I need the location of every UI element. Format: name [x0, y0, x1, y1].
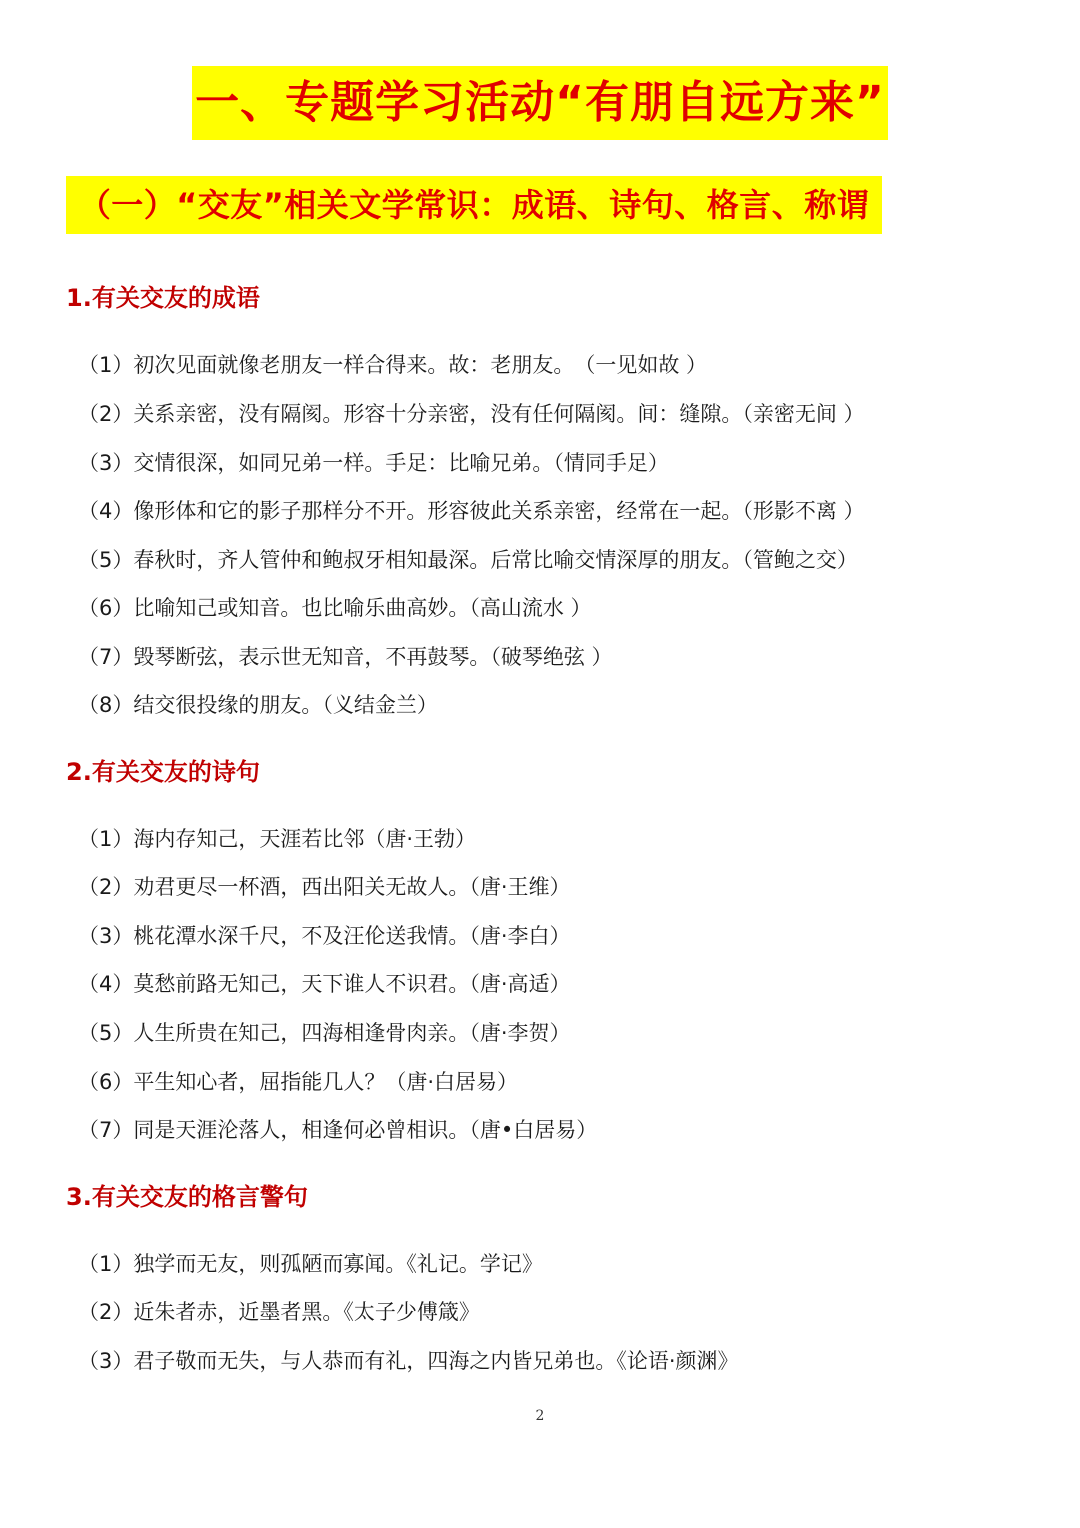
list-item: （4）像形体和它的影子那样分不开。形容彼此关系亲密，经常在一起。（形影不离 ） [78, 499, 865, 523]
main-title: 一、专题学习活动“有朋自远方来” [192, 66, 888, 140]
list-item: （3）交情很深，如同兄弟一样。手足：比喻兄弟。（情同手足） [78, 451, 669, 475]
list-item: （6）平生知心者，屈指能几人？（唐·白居易） [78, 1070, 519, 1094]
list-item: （1）初次见面就像老朋友一样合得来。故：老朋友。 （一见如故 ） [78, 353, 708, 377]
list-item: （3）桃花潭水深千尺，不及汪伦送我情。（唐·李白） [78, 924, 571, 948]
list-item: （7）同是天涯沦落人，相逢何必曾相识。（唐•白居易） [78, 1118, 598, 1142]
list-item: （8）结交很投缘的朋友。（义结金兰） [78, 693, 438, 717]
list-item: （6）比喻知己或知音。也比喻乐曲高妙。（高山流水 ） [78, 596, 592, 620]
list-item: （4）莫愁前路无知己，天下谁人不识君。（唐·高适） [78, 972, 571, 996]
list-item: （5）人生所贵在知己，四海相逢骨肉亲。（唐·李贺） [78, 1021, 571, 1045]
sub-title: （一）“交友”相关文学常识：成语、诗句、格言、称谓 [66, 176, 882, 234]
list-item: （1）海内存知己，天涯若比邻（唐·王勃） [78, 827, 477, 851]
section-heading-maxims: 3.有关交友的格言警句 [66, 1183, 308, 1211]
list-item: （5）春秋时，齐人管仲和鲍叔牙相知最深。后常比喻交情深厚的朋友。（管鲍之交） [78, 548, 858, 572]
list-item: （3）君子敬而无失，与人恭而有礼，四海之内皆兄弟也。《论语·颜渊》 [78, 1349, 739, 1373]
list-item: （2）近朱者赤，近墨者黑。《太子少傅箴》 [78, 1300, 480, 1324]
list-item: （7）毁琴断弦，表示世无知音，不再鼓琴。（破琴绝弦 ） [78, 645, 613, 669]
section-heading-poems: 2.有关交友的诗句 [66, 758, 260, 786]
section-heading-idioms: 1.有关交友的成语 [66, 284, 260, 312]
list-item: （2）关系亲密，没有隔阂。形容十分亲密，没有任何隔阂。间：缝隙。（亲密无间 ） [78, 402, 865, 426]
list-item: （1）独学而无友，则孤陋而寡闻。《礼记。学记》 [78, 1252, 543, 1276]
list-item: （2）劝君更尽一杯酒，西出阳关无故人。（唐·王维） [78, 875, 571, 899]
page-number: 2 [535, 1408, 545, 1424]
